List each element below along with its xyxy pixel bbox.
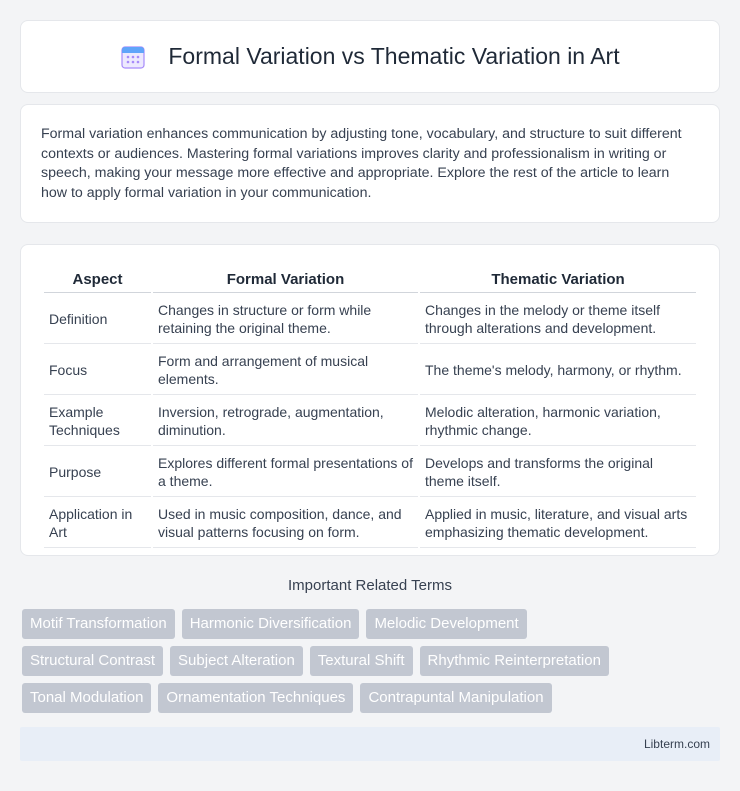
footer-brand[interactable]: Libterm.com xyxy=(643,737,710,751)
cell-aspect: Purpose xyxy=(44,448,151,497)
table-row xyxy=(44,295,696,344)
tag-row xyxy=(22,646,702,676)
cell-aspect: Definition xyxy=(44,295,151,344)
comparison-table xyxy=(42,265,698,550)
tag-harmonic-diversification[interactable]: Harmonic Diversification xyxy=(182,609,360,639)
cell-thematic: Develops and transforms the original theme itself. xyxy=(420,448,696,497)
cell-formal: Inversion, retrograde, augmentation, diminution. xyxy=(153,397,418,446)
cell-thematic: Melodic alteration, harmonic variation, rhythmic change. xyxy=(420,397,696,446)
tag-rhythmic-reinterpretation[interactable]: Rhythmic Reinterpretation xyxy=(420,646,609,676)
cell-thematic: Applied in music, literature, and visual arts emphasizing thematic development. xyxy=(420,499,696,548)
calendar-icon xyxy=(120,44,146,70)
header-aspect: Aspect xyxy=(44,267,151,293)
tag-subject-alteration[interactable]: Subject Alteration xyxy=(170,646,303,676)
header-thematic-variation: Thematic Variation xyxy=(420,267,696,293)
tag-melodic-development[interactable]: Melodic Development xyxy=(366,609,526,639)
table-row xyxy=(44,499,696,548)
table-row xyxy=(44,397,696,446)
table-header-row xyxy=(44,267,696,293)
cell-thematic: Changes in the melody or theme itself through alterations and development. xyxy=(420,295,696,344)
page-title: Formal Variation vs Thematic Variation in Art xyxy=(168,43,620,69)
related-terms-title: Important Related Terms xyxy=(288,577,452,594)
cell-aspect: Application in Art xyxy=(44,499,151,548)
tag-row xyxy=(22,609,702,639)
tag-textural-shift[interactable]: Textural Shift xyxy=(310,646,413,676)
tag-motif-transformation[interactable]: Motif Transformation xyxy=(22,609,175,639)
table-row xyxy=(44,448,696,497)
tag-tonal-modulation[interactable]: Tonal Modulation xyxy=(22,683,151,713)
header-card xyxy=(20,20,720,93)
cell-formal: Explores different formal presentations of a theme. xyxy=(153,448,418,497)
tag-structural-contrast[interactable]: Structural Contrast xyxy=(22,646,163,676)
cell-formal: Used in music composition, dance, and visual patterns focusing on form. xyxy=(153,499,418,548)
footer xyxy=(20,727,720,761)
cell-aspect: Example Techniques xyxy=(44,397,151,446)
intro-text: Formal variation enhances communication by adjusting tone, vocabulary, and structure to suit different contexts or audiences. Mastering formal variations improves clarity and professionalism in writing or speech, making your message more effective and appropriate. Explore the rest of the article to learn how to apply formal variation in your communication. xyxy=(41,126,682,202)
tag-ornamentation-techniques[interactable]: Ornamentation Techniques xyxy=(158,683,353,713)
cell-formal: Form and arrangement of musical elements. xyxy=(153,346,418,395)
related-terms-list xyxy=(22,609,702,720)
tag-row xyxy=(22,683,702,713)
comparison-table-card xyxy=(20,244,720,556)
tag-contrapuntal-manipulation[interactable]: Contrapuntal Manipulation xyxy=(360,683,551,713)
cell-formal: Changes in structure or form while retaining the original theme. xyxy=(153,295,418,344)
cell-aspect: Focus xyxy=(44,346,151,395)
cell-thematic: The theme's melody, harmony, or rhythm. xyxy=(420,346,696,395)
header-formal-variation: Formal Variation xyxy=(153,267,418,293)
intro-card xyxy=(20,104,720,223)
table-row xyxy=(44,346,696,395)
